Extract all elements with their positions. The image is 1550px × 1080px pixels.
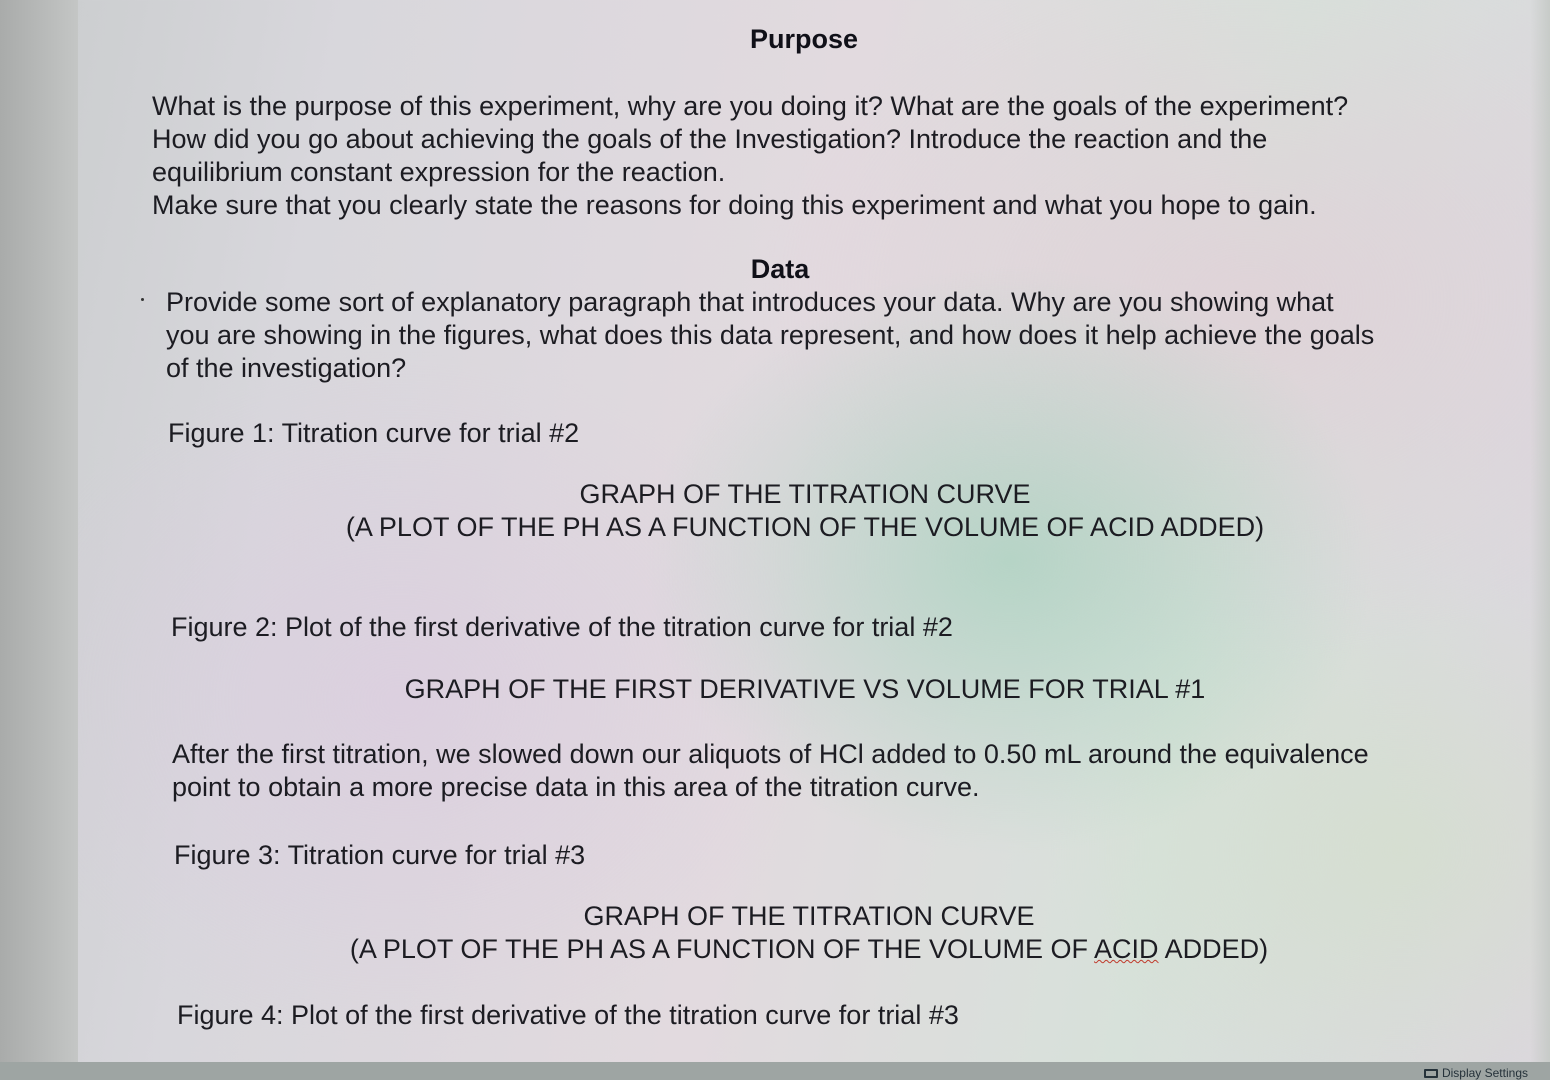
list-bullet — [141, 298, 144, 301]
display-settings-button[interactable] — [1424, 1066, 1528, 1080]
monitor-icon — [1424, 1069, 1438, 1078]
figure3-placeholder-line — [4, 933, 1550, 966]
figure3-placeholder-line: GRAPH OF THE TITRATION CURVE — [583, 901, 1035, 931]
purpose-line: How did you go about achieving the goals of the Investigation? Introduce the reaction and the — [152, 124, 1268, 154]
data-intro-line: you are showing in the figures, what does this data represent, and how does it help achieve the goals — [166, 320, 1375, 350]
purpose-line: Make sure that you clearly state the reasons for doing this experiment and what you hope to gain. — [152, 190, 1317, 220]
data-intro-line: Provide some sort of explanatory paragraph that introduces your data. Why are you showing what — [166, 287, 1334, 317]
figure3-placeholder[interactable] — [4, 900, 1550, 966]
spellcheck-flagged-word[interactable]: ACID — [1094, 934, 1159, 964]
purpose-line: What is the purpose of this experiment, why are you doing it? What are the goals of the experiment? — [152, 91, 1349, 121]
data-intro-line: of the investigation? — [166, 353, 407, 383]
purpose-line: equilibrium constant expression for the reaction. — [152, 157, 726, 187]
figure1-placeholder-line: GRAPH OF THE TITRATION CURVE — [579, 479, 1031, 509]
trial-note-line: After the first titration, we slowed down our aliquots of HCl added to 0.50 mL around the equivalence — [172, 739, 1369, 769]
data-heading: Data — [750, 254, 810, 284]
figure3-placeholder-text: ADDED) — [1158, 934, 1269, 964]
trial-note-line: point to obtain a more precise data in this area of the titration curve. — [172, 772, 980, 802]
purpose-heading: Purpose — [749, 24, 859, 54]
figure2-caption[interactable]: Figure 2: Plot of the first derivative of the titration curve for trial #2 — [171, 612, 953, 642]
figure1-placeholder-line: (A PLOT OF THE PH AS A FUNCTION OF THE VOLUME OF ACID ADDED) — [345, 512, 1265, 542]
document-page[interactable] — [78, 0, 1530, 1062]
purpose-paragraph[interactable] — [152, 90, 1348, 222]
figure2-placeholder[interactable]: GRAPH OF THE FIRST DERIVATIVE VS VOLUME FOR TRIAL #1 — [404, 674, 1206, 704]
figure4-caption[interactable]: Figure 4: Plot of the first derivative of the titration curve for trial #3 — [177, 1000, 959, 1030]
taskbar — [0, 1062, 1550, 1080]
data-intro-paragraph[interactable] — [166, 286, 1374, 385]
figure3-caption[interactable]: Figure 3: Titration curve for trial #3 — [174, 840, 586, 870]
display-settings-label: Display Settings — [1441, 1066, 1528, 1080]
figure1-placeholder[interactable] — [0, 478, 1550, 544]
figure1-caption[interactable]: Figure 1: Titration curve for trial #2 — [168, 418, 580, 448]
figure3-placeholder-text: (A PLOT OF THE PH AS A FUNCTION OF THE VOLUME OF — [349, 934, 1095, 964]
trial-note-paragraph[interactable] — [172, 738, 1369, 804]
